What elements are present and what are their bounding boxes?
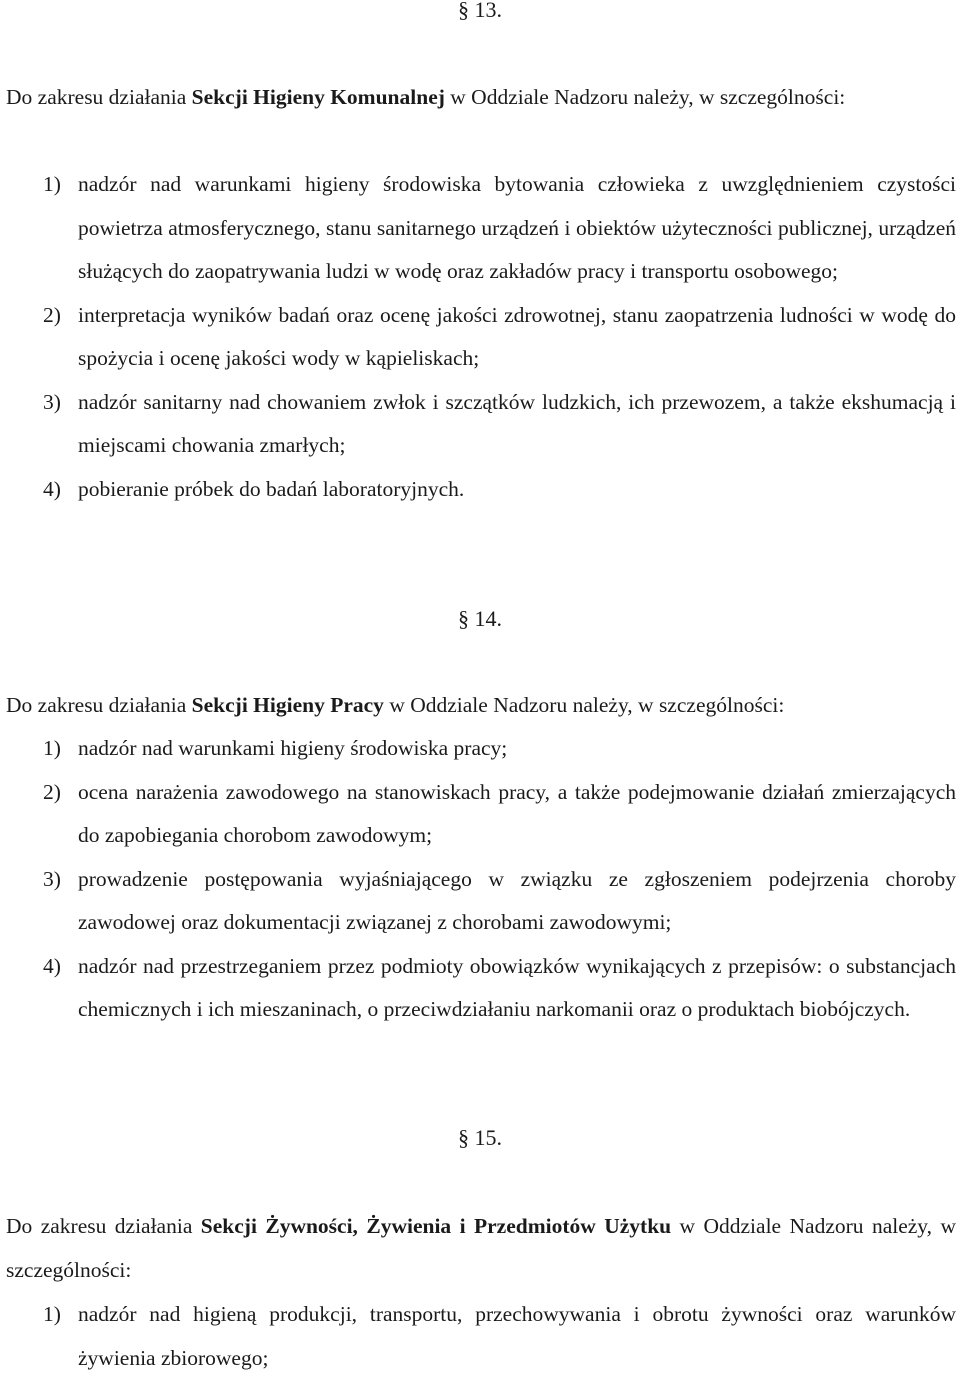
- list-item-text: nadzór nad przestrzeganiem przez podmioty obowiązków wynikających z przepisów: o substancjach chemicznych i ich mieszaninach, o przeciwdziałaniu narkomanii oraz o produktach biobójczych.: [78, 953, 956, 1021]
- section-13-intro: [6, 76, 956, 120]
- list-item-text: prowadzenie postępowania wyjaśniającego w związku ze zgłoszeniem podejrzenia choroby zawodowej oraz dokumentacji związanej z chorobami zawodowymi;: [78, 866, 956, 934]
- list-item-number: 4): [43, 953, 61, 978]
- section-15-intro: [6, 1205, 956, 1292]
- list-item: [0, 294, 956, 381]
- list-item-number: 3): [43, 866, 61, 891]
- list-item-number: 2): [43, 302, 61, 327]
- list-item-text: pobieranie próbek do badań laboratoryjnych.: [78, 476, 465, 501]
- section-15-intro-post: w Oddziale Nadzoru należy, w szczególności:: [6, 1214, 956, 1282]
- list-item: [0, 727, 956, 771]
- list-item: [0, 1293, 956, 1380]
- list-item-number: 1): [43, 736, 61, 760]
- section-15-title: Sekcji Żywności, Żywienia i Przedmiotów Użytku: [200, 1214, 672, 1238]
- list-item-number: 1): [43, 172, 61, 196]
- list-item-number: 1): [43, 1302, 61, 1326]
- list-item: [0, 945, 956, 1032]
- list-item: [0, 163, 956, 294]
- list-item-text: ocena narażenia zawodowego na stanowiskach pracy, a także podejmowanie działań zmierzających do zapobiegania chorobom zawodowym;: [78, 779, 956, 847]
- section-15-marker: § 15.: [458, 1125, 502, 1150]
- section-13-list: [0, 163, 960, 511]
- section-14-intro: [6, 684, 956, 728]
- section-15-intro-pre: Do zakresu działania: [6, 1214, 201, 1238]
- section-15-list: [0, 1293, 960, 1380]
- list-item: [0, 771, 956, 858]
- section-13-marker: § 13.: [458, 0, 502, 22]
- section-14-intro-pre: Do zakresu działania: [6, 693, 192, 717]
- list-item-number: 4): [43, 476, 61, 501]
- section-14-intro-post: w Oddziale Nadzoru należy, w szczególności:: [383, 693, 785, 717]
- list-item-text: nadzór nad warunkami higieny środowiska bytowania człowieka z uwzględnieniem czystości powietrza atmosferycznego, stanu sanitarnego urządzeń i obiektów użyteczności publicznej, urządzeń służących do zaopatrywania ludzi w wodę oraz zakładów pracy i transportu osobowego;: [78, 172, 956, 283]
- section-14-list: [0, 727, 960, 1032]
- list-item-number: 2): [43, 779, 61, 804]
- section-13-intro-post: w Oddziale Nadzoru należy, w szczególności:: [444, 85, 846, 109]
- list-item-text: nadzór nad warunkami higieny środowiska pracy;: [78, 736, 508, 760]
- list-item-text: nadzór nad higieną produkcji, transportu, przechowywania i obrotu żywności oraz warunków żywienia zbiorowego;: [78, 1302, 956, 1370]
- section-14-title: Sekcji Higieny Pracy: [191, 693, 384, 717]
- list-item-text: nadzór sanitarny nad chowaniem zwłok i szczątków ludzkich, ich przewozem, a także ekshumacją i miejscami chowania zmarłych;: [78, 389, 956, 457]
- list-item: [0, 858, 956, 945]
- list-item: [0, 468, 956, 512]
- section-14-marker: § 14.: [458, 606, 502, 631]
- section-13-title: Sekcji Higieny Komunalnej: [191, 85, 445, 109]
- list-item: [0, 381, 956, 468]
- list-item-number: 3): [43, 389, 61, 414]
- list-item-text: interpretacja wyników badań oraz ocenę jakości zdrowotnej, stanu zaopatrzenia ludności w wodę do spożycia i ocenę jakości wody w kąpieliskach;: [78, 302, 956, 370]
- section-13-intro-pre: Do zakresu działania: [6, 85, 192, 109]
